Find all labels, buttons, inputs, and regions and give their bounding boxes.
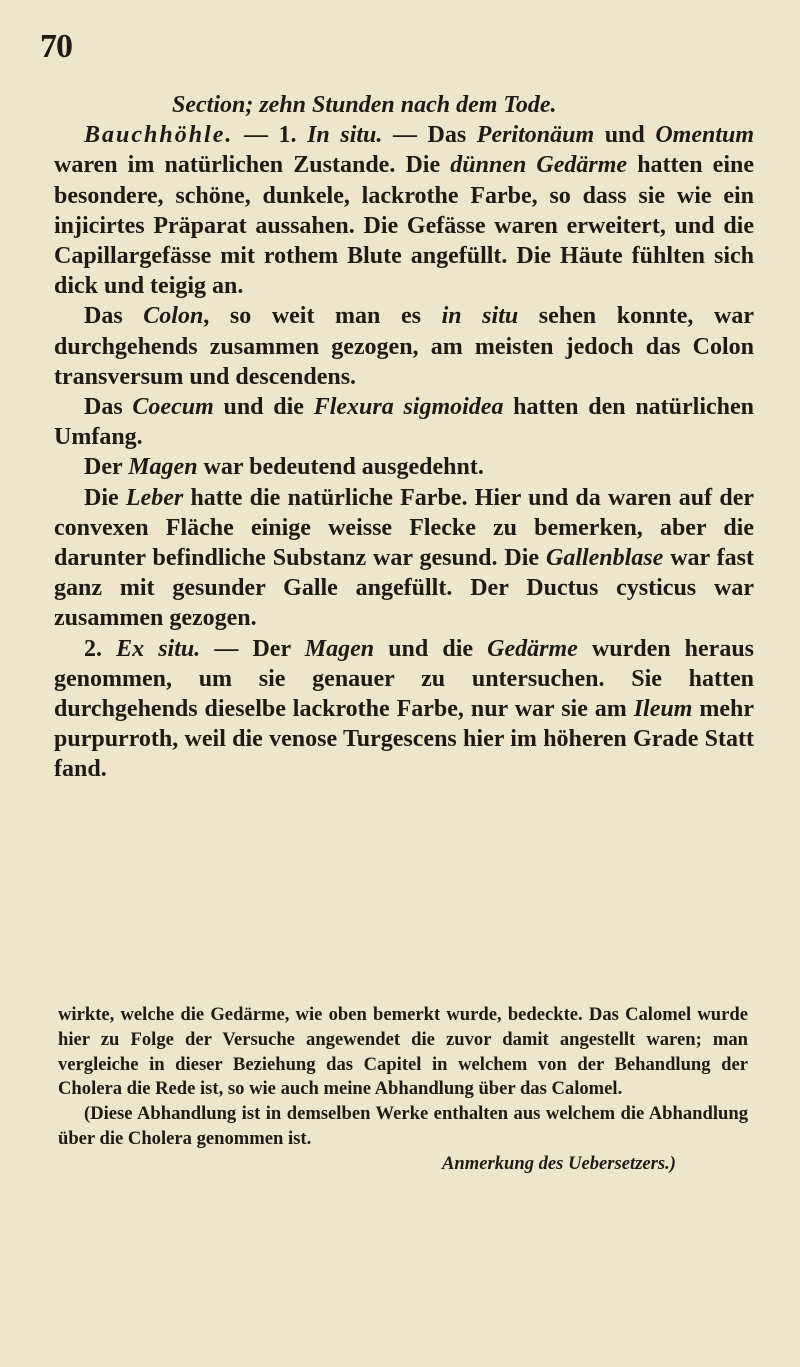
footnote-paragraph: (Diese Abhandlung ist in demselben Werke enthalten aus welchem die Abhandlung über die Cholera genommen ist. [58, 1103, 748, 1149]
footnote [58, 1003, 748, 1177]
paragraph-coecum [54, 392, 754, 452]
term-gallenblase: Gallenblase [545, 545, 664, 572]
footnote-paragraph: wirkte, welche die Gedärme, wie oben bemerkt wurde, bedeckte. Das Calomel wurde hier zu Folge der Versuche angewendet die zuvor damit angestellt waren; man vergleiche in dieser Beziehung das Capitel in welchem von der Behandlung der Cholera die Rede ist, so wie auch meine Abhandlung über das Calomel. [58, 1004, 748, 1100]
text-segment: wurden heraus genommen, um sie genauer zu untersuchen. Sie hatten durchgehends dieselbe lackrothe Farbe, nur war sie am [54, 635, 755, 723]
text-segment: Die [84, 484, 126, 511]
term-peritonaeum: Peritonäum [476, 122, 595, 149]
footnote-signature: Anmerkung des Uebersetzers.) [442, 1152, 676, 1174]
paragraph-magen [54, 452, 754, 482]
text-segment: — Das [382, 122, 477, 149]
text-segment: sehen konnte, war durchgehends zusammen gezogen, am meisten jedoch das Colon transversum und descendens. [54, 303, 755, 390]
text-segment: hatte die natürliche Farbe. Hier und da waren auf der convexen Fläche einige weisse Flecke zu bemerken, aber die darunter befindliche Substanz war gesund. Die [54, 484, 754, 572]
term-gedaerme: Gedärme [487, 635, 578, 662]
text-segment: Das [84, 394, 133, 421]
text-segment: Das [84, 303, 144, 330]
term-magen: Magen [304, 635, 375, 662]
paragraph-leber [54, 483, 754, 634]
section-heading: Section; zehn Stunden nach dem Tode. [172, 92, 557, 118]
text-segment: mehr purpurroth, weil die venose Turgescens hier im höheren Grade Statt fand. [54, 696, 754, 783]
text-segment: und die [374, 635, 488, 662]
term-in-situ: in situ [441, 303, 519, 330]
term-colon: Colon [143, 303, 204, 330]
term-in-situ: In situ. [307, 122, 383, 149]
main-text [54, 90, 754, 785]
term-leber: Leber [125, 484, 184, 511]
text-segment: Der [84, 454, 129, 481]
text-segment: hatten den natürlichen Umfang. [54, 394, 755, 451]
text-segment: und [594, 122, 656, 149]
term-ex-situ: Ex situ. [116, 635, 201, 662]
term-flexura-sigmoidea: Flexura sigmoidea [313, 394, 504, 421]
term-bauchhoehle: Bauchhöhle. [84, 122, 234, 149]
paragraph-bauchhoehle [54, 120, 754, 301]
text-segment: waren im natürlichen Zustande. Die [54, 152, 451, 179]
term-omentum: Omentum [655, 122, 755, 149]
term-magen: Magen [128, 454, 198, 481]
text-segment: war fast ganz mit gesunder Galle angefüllt. Der Ductus cysticus war zusammen gezogen. [54, 545, 755, 632]
page-number: 70 [40, 28, 72, 65]
text-segment: , so weit man es [203, 303, 442, 330]
term-duenne-gedaerme: dünnen Gedärme [450, 152, 628, 179]
text-segment: — 1. [233, 122, 308, 149]
text-segment: war bedeutend ausgedehnt. [197, 454, 484, 481]
text-segment: und die [213, 394, 314, 421]
text-segment: hatten eine besondere, schöne, dunkele, lackrothe Farbe, so dass sie wie ein injicirtes Präparat aussahen. Die Gefässe waren erweitert, und die Capillargefässe mit rothem Blute angefüllt. Die Häute fühlten sich dick und teigig an. [54, 152, 754, 300]
text-segment: 2. [84, 635, 117, 662]
paragraph-colon [54, 301, 754, 392]
text-segment: — Der [200, 635, 305, 662]
term-coecum: Coecum [132, 394, 214, 421]
paragraph-ex-situ [54, 634, 754, 785]
term-ileum: Ileum [633, 696, 693, 723]
